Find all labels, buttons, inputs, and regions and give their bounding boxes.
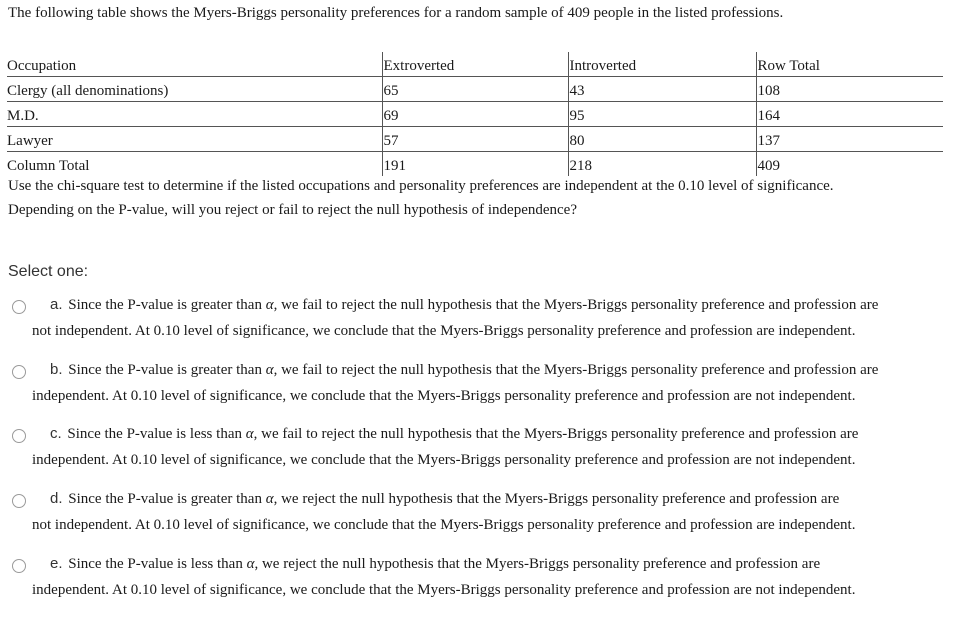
option-e-line2[interactable]: independent. At 0.10 level of significance, we conclude that the Myers-Briggs personality preference and profession are not independent. <box>32 582 856 598</box>
select-one-label: Select one: <box>8 263 89 280</box>
cell-introverted: 43 <box>568 77 756 102</box>
question-prompt: Depending on the P-value, will you reject or fail to reject the null hypothesis of independence? <box>8 202 577 218</box>
radio-option-d[interactable] <box>12 494 26 508</box>
cell-extroverted: 191 <box>382 152 568 177</box>
cell-row-total: 164 <box>756 102 943 127</box>
option-e-alpha: α <box>246 556 255 572</box>
cell-introverted: 80 <box>568 127 756 152</box>
table-row <box>7 77 943 102</box>
option-c-letter: c. <box>50 425 62 442</box>
option-b-text-pre: Since the P-value is greater than <box>68 362 266 378</box>
table-row-column-total <box>7 152 943 177</box>
option-b-line1[interactable] <box>50 361 878 379</box>
cell-row-total: 108 <box>756 77 943 102</box>
option-e-letter: e. <box>50 555 63 572</box>
cell-extroverted: 57 <box>382 127 568 152</box>
option-a-letter: a. <box>50 296 63 313</box>
row-label: Lawyer <box>7 127 382 152</box>
option-e-text-pre: Since the P-value is less than <box>68 556 247 572</box>
option-e-text-post: , we reject the null hypothesis that the Myers-Briggs personality preference and profession are <box>254 556 821 572</box>
cell-introverted: 218 <box>568 152 756 177</box>
radio-option-c[interactable] <box>12 429 26 443</box>
question-instruction: Use the chi-square test to determine if the listed occupations and personality preferences are independent at the 0.10 level of significance. <box>8 178 834 194</box>
table-row <box>7 127 943 152</box>
radio-option-e[interactable] <box>12 559 26 573</box>
header-occupation: Occupation <box>7 52 382 77</box>
option-a-text-pre: Since the P-value is greater than <box>68 297 266 313</box>
cell-row-total: 137 <box>756 127 943 152</box>
option-d-line1[interactable] <box>50 490 839 508</box>
cell-extroverted: 65 <box>382 77 568 102</box>
header-row-total: Row Total <box>756 52 943 77</box>
option-e-line1[interactable] <box>50 555 820 573</box>
option-a-alpha: α <box>265 297 274 313</box>
row-label: M.D. <box>7 102 382 127</box>
option-b-letter: b. <box>50 361 63 378</box>
option-d-alpha: α <box>265 491 274 507</box>
option-d-text-post: , we reject the null hypothesis that the Myers-Briggs personality preference and profession are <box>273 491 840 507</box>
cell-row-total: 409 <box>756 152 943 177</box>
option-a-line2[interactable]: not independent. At 0.10 level of significance, we conclude that the Myers-Briggs personality preference and profession are independent. <box>32 323 856 339</box>
header-extroverted: Extroverted <box>382 52 568 77</box>
row-label: Clergy (all denominations) <box>7 77 382 102</box>
cell-introverted: 95 <box>568 102 756 127</box>
option-a-text-post: , we fail to reject the null hypothesis that the Myers-Briggs personality preference and profession are <box>273 297 879 313</box>
option-d-line2[interactable]: not independent. At 0.10 level of significance, we conclude that the Myers-Briggs personality preference and profession are independent. <box>32 517 856 533</box>
radio-option-a[interactable] <box>12 300 26 314</box>
option-c-line1[interactable] <box>50 425 858 443</box>
option-c-line2[interactable]: independent. At 0.10 level of significance, we conclude that the Myers-Briggs personality preference and profession are not independent. <box>32 452 856 468</box>
option-a-line1[interactable] <box>50 296 878 314</box>
option-b-line2[interactable]: independent. At 0.10 level of significance, we conclude that the Myers-Briggs personality preference and profession are not independent. <box>32 388 856 404</box>
option-d-text-pre: Since the P-value is greater than <box>68 491 266 507</box>
cell-extroverted: 69 <box>382 102 568 127</box>
table-header-row <box>7 52 943 77</box>
row-label: Column Total <box>7 158 90 174</box>
option-c-text-pre: Since the P-value is less than <box>67 426 246 442</box>
radio-option-b[interactable] <box>12 365 26 379</box>
occupation-personality-table <box>7 52 943 176</box>
header-introverted: Introverted <box>568 52 756 77</box>
option-b-alpha: α <box>265 362 274 378</box>
option-b-text-post: , we fail to reject the null hypothesis that the Myers-Briggs personality preference and profession are <box>273 362 879 378</box>
option-c-alpha: α <box>245 426 254 442</box>
option-d-letter: d. <box>50 490 63 507</box>
option-c-text-post: , we fail to reject the null hypothesis that the Myers-Briggs personality preference and profession are <box>253 426 859 442</box>
question-intro: The following table shows the Myers-Briggs personality preferences for a random sample of 409 people in the listed professions. <box>8 5 784 21</box>
table-row <box>7 102 943 127</box>
